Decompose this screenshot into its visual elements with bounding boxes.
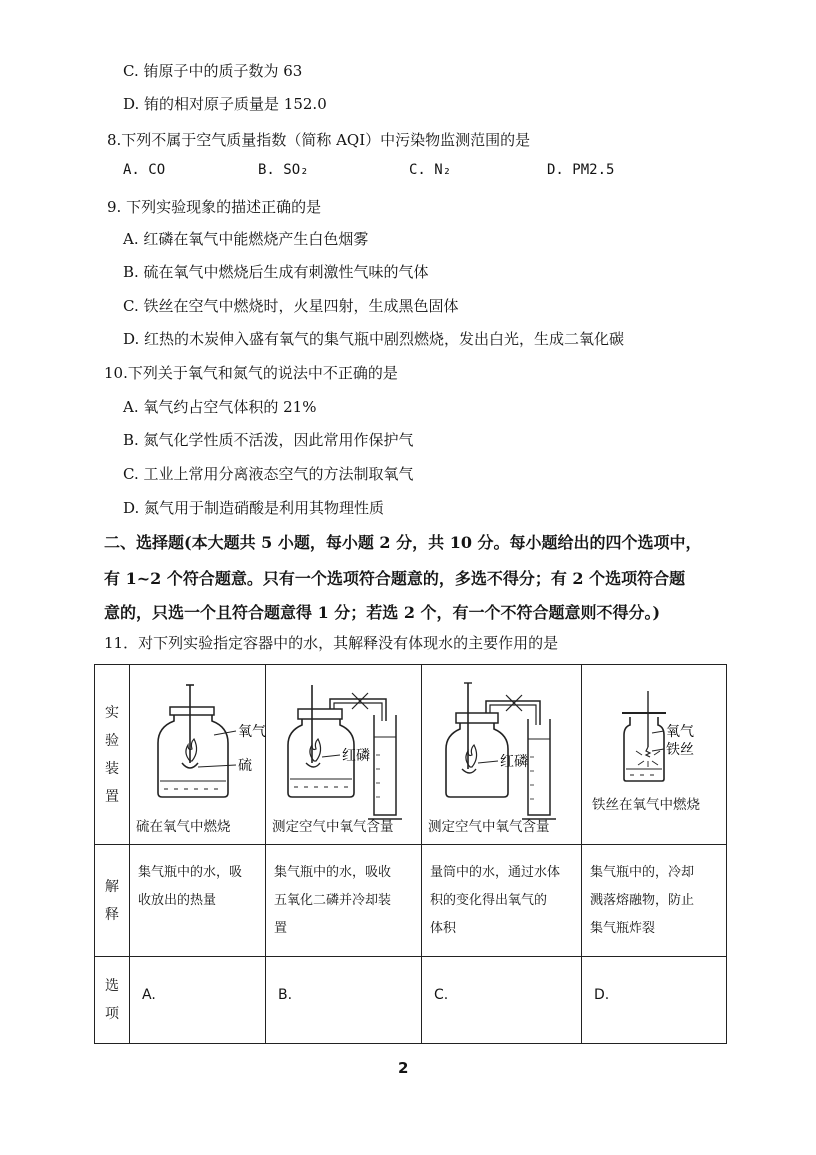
q9-option-a: A. 红磷在氧气中能燃烧产生白色烟雾	[123, 230, 369, 248]
page-number: 2	[398, 1059, 409, 1077]
q9-option-d: D. 红热的木炭伸入盛有氧气的集气瓶中剧烈燃烧，发出白光，生成二氧化碳	[123, 330, 625, 348]
row-head-char: 实	[105, 704, 119, 721]
q8-option-c: C. N₂	[409, 162, 452, 178]
q8-stem: 8.下列不属于空气质量指数（简称 AQI）中污染物监测范围的是	[107, 131, 531, 149]
label-iron-wire: 铁丝	[666, 742, 694, 758]
row-head-char: 解	[105, 878, 119, 895]
explanation-line: 集气瓶中的水，吸	[138, 865, 243, 880]
q11-stem: 11．对下列实验指定容器中的水，其解释没有体现水的主要作用的是	[104, 634, 559, 652]
explanation-c	[422, 845, 582, 957]
q10-option-c: C. 工业上常用分离液态空气的方法制取氧气	[123, 465, 414, 483]
row-head-apparatus	[95, 665, 130, 845]
caption-c: 测定空气中氧气含量	[428, 819, 550, 835]
choice-b[interactable]: B.	[266, 957, 422, 1044]
q10-option-b: B. 氮气化学性质不活泼，因此常用作保护气	[123, 431, 414, 449]
label-oxygen-a: 氧气	[238, 724, 266, 740]
q10-option-d: D. 氮气用于制造硝酸是利用其物理性质	[123, 499, 385, 517]
label-phosphorus-b: 红磷	[342, 748, 370, 764]
choice-c[interactable]: C.	[422, 957, 582, 1044]
row-head-choice	[95, 957, 130, 1044]
explanation-a	[130, 845, 266, 957]
explanation-line: 体积	[430, 921, 457, 936]
caption-b: 测定空气中氧气含量	[272, 819, 394, 835]
label-phosphorus-c: 红磷	[500, 754, 528, 770]
q8-option-d: D. PM2.5	[547, 162, 615, 178]
explanation-line: 置	[274, 921, 288, 936]
explanation-line: 量筒中的水，通过水体	[430, 865, 561, 880]
q11-experiment-table	[94, 664, 727, 1044]
row-head-char: 项	[105, 1006, 119, 1022]
row-head-char: 选	[105, 978, 119, 994]
q7-option-d: D. 铕的相对原子质量是 152.0	[123, 95, 327, 113]
q9-option-b: B. 硫在氧气中燃烧后生成有刺激性气味的气体	[123, 263, 429, 281]
row-head-explanation	[95, 845, 130, 957]
explanation-line: 集气瓶中的水，吸收	[274, 865, 392, 880]
explanation-line: 集气瓶中的，冷却	[590, 865, 695, 880]
explanation-line: 溅落熔融物，防止	[590, 893, 695, 908]
explanation-line: 积的变化得出氧气的	[430, 893, 548, 908]
section2-line3: 意的，只选一个且符合题意得 1 分；若选 2 个，有一个不符合题意则不得分。)	[104, 603, 661, 622]
apparatus-cell-c	[422, 665, 582, 845]
q9-stem: 9. 下列实验现象的描述正确的是	[107, 198, 322, 216]
row-head-char: 置	[105, 788, 119, 805]
apparatus-cell-b	[266, 665, 422, 845]
q10-stem: 10.下列关于氧气和氮气的说法中不正确的是	[104, 364, 398, 382]
section2-line1: 二、选择题(本大题共 5 小题，每小题 2 分，共 10 分。每小题给出的四个选项中，	[104, 533, 702, 552]
caption-d: 铁丝在氧气中燃烧	[592, 797, 700, 813]
explanation-line: 收放出的热量	[138, 893, 217, 908]
label-sulfur: 硫	[238, 758, 252, 774]
q7-option-c: C. 铕原子中的质子数为 63	[123, 62, 303, 80]
section2-line2: 有 1~2 个符合题意。只有一个选项符合题意的，多选不得分；有 2 个选项符合题	[104, 569, 686, 588]
q8-option-a: A. CO	[123, 162, 166, 178]
choice-a[interactable]: A.	[130, 957, 266, 1044]
iron-wire-jar-diagram	[582, 665, 727, 843]
row-head-char: 验	[105, 732, 119, 749]
caption-a: 硫在氧气中燃烧	[136, 819, 231, 835]
apparatus-cell-d	[582, 665, 727, 845]
apparatus-cell-a	[130, 665, 266, 845]
q9-option-c: C. 铁丝在空气中燃烧时，火星四射，生成黑色固体	[123, 297, 459, 315]
row-head-char: 装	[105, 760, 119, 777]
label-oxygen-d: 氧气	[666, 724, 694, 740]
row-head-char: 释	[105, 906, 119, 923]
q8-option-b: B. SO₂	[258, 162, 309, 178]
explanation-line: 集气瓶炸裂	[590, 921, 656, 936]
explanation-b	[266, 845, 422, 957]
choice-d[interactable]: D.	[582, 957, 727, 1044]
explanation-d	[582, 845, 727, 957]
explanation-line: 五氧化二磷并冷却装	[274, 893, 392, 908]
q10-option-a: A. 氧气约占空气体积的 21%	[123, 398, 317, 416]
